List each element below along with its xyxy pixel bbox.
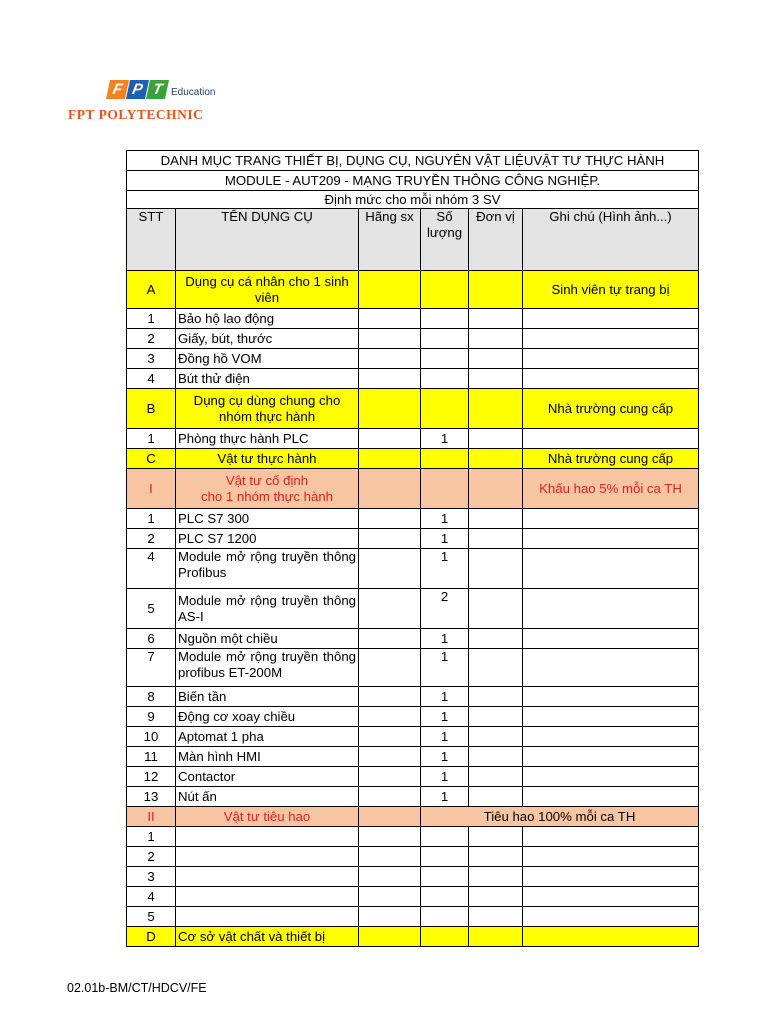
section-row-d [127, 927, 699, 947]
table-row [127, 509, 699, 529]
col-header-unit: Đơn vị [469, 209, 523, 271]
row-stt: 4 [127, 887, 176, 907]
row-name: Contactor [176, 767, 359, 787]
section-name: Cơ sở vật chất và thiết bị [176, 927, 359, 947]
section-stt: II [127, 807, 176, 827]
row-name: Bảo hộ lao động [176, 309, 359, 329]
section-stt: I [127, 469, 176, 509]
section-stt: C [127, 449, 176, 469]
section-note: Tiêu hao 100% mỗi ca TH [421, 807, 699, 827]
section-note: Sinh viên tự trang bị [523, 271, 699, 309]
table-row [127, 887, 699, 907]
section-name-line1: Vật tư cố định [225, 472, 309, 488]
table-row [127, 827, 699, 847]
logo-tile-f: F [106, 80, 129, 99]
row-stt: 13 [127, 787, 176, 807]
table-row [127, 747, 699, 767]
section-name: Vật tư tiêu hao [176, 807, 359, 827]
logo-education-text: Education [171, 87, 216, 98]
section-row-i [127, 469, 699, 509]
section-stt: B [127, 389, 176, 429]
row-name: PLC S7 300 [176, 509, 359, 529]
section-name: Dụng cụ cá nhân cho 1 sinh viên [176, 271, 359, 309]
row-qty: 1 [421, 529, 469, 549]
row-qty: 2 [421, 589, 469, 629]
col-header-stt: STT [127, 209, 176, 271]
row-name: Phòng thực hành PLC [176, 429, 359, 449]
table-row [127, 329, 699, 349]
table-row [127, 309, 699, 329]
table-row [127, 907, 699, 927]
row-stt: 11 [127, 747, 176, 767]
row-qty: 1 [421, 429, 469, 449]
table-row [127, 707, 699, 727]
row-stt: 1 [127, 827, 176, 847]
row-stt: 1 [127, 509, 176, 529]
row-qty: 1 [421, 727, 469, 747]
row-stt: 10 [127, 727, 176, 747]
row-name: Module mở rộng truyền thông Profibus [176, 549, 359, 589]
section-note: Nhà trường cung cấp [523, 389, 699, 429]
logo-tile-p: P [126, 80, 149, 99]
row-qty: 1 [421, 787, 469, 807]
row-name: Nút ấn [176, 787, 359, 807]
col-header-note: Ghi chú (Hình ảnh...) [523, 209, 699, 271]
header-row [127, 209, 699, 271]
row-name: Giấy, bút, thước [176, 329, 359, 349]
section-name-line2: cho 1 nhóm thực hành [201, 488, 333, 504]
row-name: Module mở rộng truyền thông profibus ET-200M [176, 649, 359, 687]
table-row [127, 867, 699, 887]
fpt-education-mark [108, 80, 215, 99]
section-name: Vật tư thực hành [176, 449, 359, 469]
row-name: Nguồn một chiều [176, 629, 359, 649]
fpt-polytechnic-logo [68, 77, 258, 127]
col-header-maker: Hãng sx [359, 209, 421, 271]
table-row [127, 687, 699, 707]
table-title: DANH MỤC TRANG THIẾT BỊ, DỤNG CỤ, NGUYÊN VẬT LIỆUVẬT TƯ THỰC HÀNH [127, 151, 699, 171]
table-row [127, 549, 699, 589]
row-stt: 12 [127, 767, 176, 787]
row-name: Module mở rộng truyền thông AS-I [176, 589, 359, 629]
row-stt: 2 [127, 847, 176, 867]
row-qty: 1 [421, 687, 469, 707]
col-header-name: TÊN DỤNG CỤ [176, 209, 359, 271]
document-code-footer: 02.01b-BM/CT/HDCV/FE [67, 981, 207, 995]
table-row [127, 349, 699, 369]
row-stt: 8 [127, 687, 176, 707]
row-stt: 9 [127, 707, 176, 727]
table-row [127, 629, 699, 649]
row-stt: 1 [127, 429, 176, 449]
row-stt: 4 [127, 549, 176, 589]
section-name [176, 469, 359, 509]
row-name: Màn hình HMI [176, 747, 359, 767]
section-note: Nhà trường cung cấp [523, 449, 699, 469]
row-stt: 3 [127, 349, 176, 369]
table-row [127, 589, 699, 629]
row-name: Biến tần [176, 687, 359, 707]
row-stt: 4 [127, 369, 176, 389]
row-qty: 1 [421, 649, 469, 687]
table-row [127, 529, 699, 549]
table-row [127, 847, 699, 867]
row-stt: 2 [127, 529, 176, 549]
section-row-c [127, 449, 699, 469]
section-note: Khấu hao 5% mỗi ca TH [523, 469, 699, 509]
equipment-table [126, 150, 699, 947]
row-stt: 1 [127, 309, 176, 329]
row-name: Đồng hồ VOM [176, 349, 359, 369]
col-header-qty: Số lượng [421, 209, 469, 271]
table-row [127, 649, 699, 687]
row-name: PLC S7 1200 [176, 529, 359, 549]
row-qty: 1 [421, 747, 469, 767]
section-stt: D [127, 927, 176, 947]
logo-org-name: FPT POLYTECHNIC [68, 107, 204, 122]
row-qty: 1 [421, 549, 469, 589]
section-stt: A [127, 271, 176, 309]
section-name: Dụng cụ dùng chung cho nhóm thực hành [176, 389, 359, 429]
row-qty: 1 [421, 629, 469, 649]
row-stt: 7 [127, 649, 176, 687]
section-row-a [127, 271, 699, 309]
row-qty: 1 [421, 509, 469, 529]
row-stt: 6 [127, 629, 176, 649]
norm-title: Định mức cho mỗi nhóm 3 SV [127, 191, 699, 209]
section-row-b [127, 389, 699, 429]
table-row [127, 727, 699, 747]
row-stt: 5 [127, 589, 176, 629]
row-name: Động cơ xoay chiều [176, 707, 359, 727]
table-row [127, 429, 699, 449]
row-qty: 1 [421, 707, 469, 727]
table-row [127, 767, 699, 787]
row-stt: 3 [127, 867, 176, 887]
row-qty: 1 [421, 767, 469, 787]
module-title: MODULE - AUT209 - MẠNG TRUYỀN THÔNG CÔNG NGHIỆP. [127, 171, 699, 191]
row-name: Aptomat 1 pha [176, 727, 359, 747]
section-row-ii [127, 807, 699, 827]
row-name: Bút thử điện [176, 369, 359, 389]
logo-tile-t: T [146, 80, 169, 99]
row-stt: 2 [127, 329, 176, 349]
row-stt: 5 [127, 907, 176, 927]
table-row [127, 369, 699, 389]
table-row [127, 787, 699, 807]
